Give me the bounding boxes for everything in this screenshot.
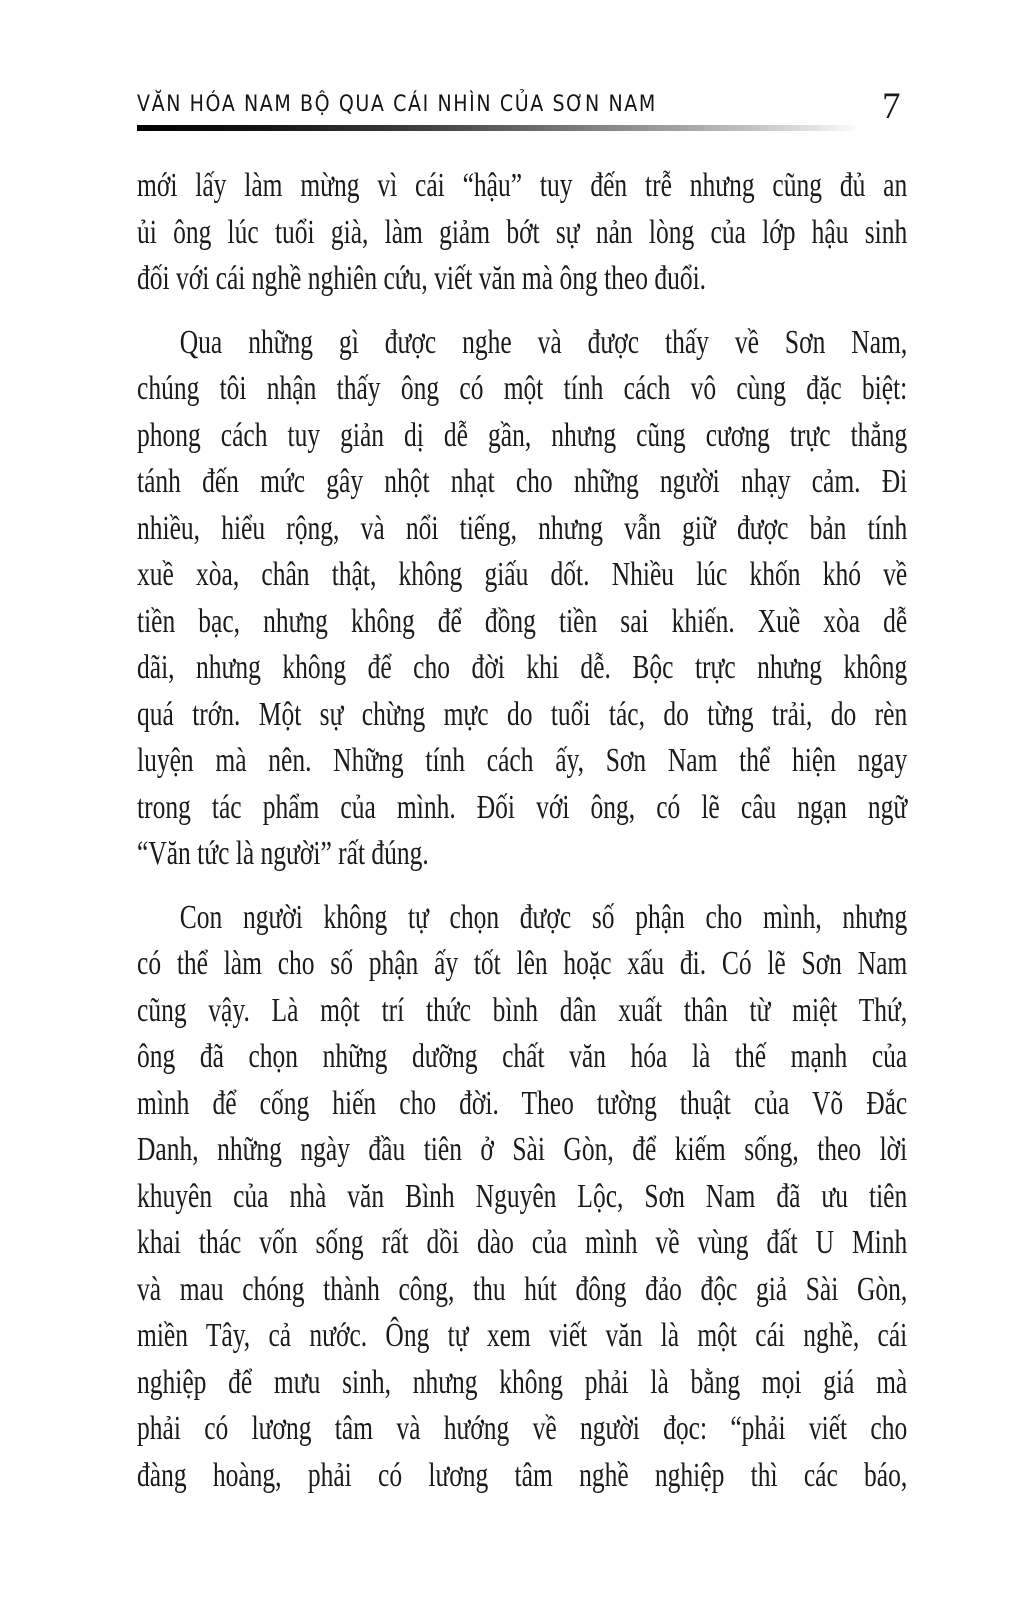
text-line: phải có lương tâm và hướng về người đọc: “phải viết cho [137, 1410, 908, 1447]
paragraph [137, 163, 907, 303]
text-line: nhiều, hiểu rộng, và nổi tiếng, nhưng vẫn giữ được bản tính [137, 509, 908, 547]
text-line: khai thác vốn sống rất dồi dào của mình về vùng đất U Minh [137, 1224, 908, 1261]
text-line: Qua những gì được nghe và được thấy về Sơn Nam, [179, 323, 908, 361]
text-line: phong cách tuy giản dị dễ gần, nhưng cũng cương trực thẳng [137, 416, 908, 454]
text-line: đàng hoàng, phải có lương tâm nghề nghiệp thì các báo, [137, 1456, 908, 1494]
paragraph [137, 320, 907, 878]
text-line: mới lấy làm mừng vì cái “hậu” tuy đến trễ nhưng cũng đủ an [137, 167, 908, 204]
page-number: 7 [882, 86, 901, 127]
header-rule-divider [137, 125, 860, 131]
text-line: “Văn tức là người” rất đúng. [137, 835, 429, 872]
body-text [137, 163, 907, 1499]
text-line: và mau chóng thành công, thu hút đông đảo độc giả Sài Gòn, [137, 1270, 908, 1308]
text-line: khuyên của nhà văn Bình Nguyên Lộc, Sơn Nam đã ưu tiên [137, 1177, 908, 1215]
text-line: miền Tây, cả nước. Ông tự xem viết văn là một cái nghề, cái [137, 1317, 908, 1354]
text-line: cũng vậy. Là một trí thức bình dân xuất thân từ miệt Thứ, [137, 991, 908, 1029]
text-line: xuề xòa, chân thật, không giấu dốt. Nhiều lúc khốn khó về [137, 556, 908, 593]
text-line: tánh đến mức gây nhột nhạt cho những người nhạy cảm. Đi [137, 463, 908, 500]
text-line: có thể làm cho số phận ấy tốt lên hoặc xấu đi. Có lẽ Sơn Nam [137, 945, 908, 982]
text-line: trong tác phẩm của mình. Đối với ông, có lẽ câu ngạn ngữ [137, 788, 908, 826]
text-line: quá trớn. Một sự chừng mực do tuổi tác, do từng trải, do rèn [137, 695, 908, 733]
running-header-title: VĂN HÓA NAM BỘ QUA CÁI NHÌN CỦA SƠN NAM [137, 91, 657, 117]
text-line: nghiệp để mưu sinh, nhưng không phải là bằng mọi giá mà [137, 1363, 908, 1401]
text-line: luyện mà nên. Những tính cách ấy, Sơn Nam thể hiện ngay [137, 742, 908, 779]
paragraph [137, 895, 907, 1500]
text-line: Danh, những ngày đầu tiên ở Sài Gòn, để kiếm sống, theo lời [137, 1131, 908, 1168]
text-line: Con người không tự chọn được số phận cho mình, nhưng [179, 898, 908, 936]
text-line: mình để cống hiến cho đời. Theo tường thuật của Võ Đắc [137, 1084, 908, 1122]
text-line: chúng tôi nhận thấy ông có một tính cách vô cùng đặc biệt: [137, 370, 908, 407]
text-line: đối với cái nghề nghiên cứu, viết văn mà ông theo đuổi. [137, 260, 707, 297]
text-line: ủi ông lúc tuổi già, làm giảm bớt sự nản lòng của lớp hậu sinh [137, 213, 908, 251]
text-line: dãi, nhưng không để cho đời khi dễ. Bộc trực nhưng không [137, 649, 908, 686]
text-line: tiền bạc, nhưng không để đồng tiền sai khiến. Xuề xòa dễ [137, 602, 908, 640]
text-line: ông đã chọn những dưỡng chất văn hóa là thế mạnh của [137, 1038, 908, 1075]
